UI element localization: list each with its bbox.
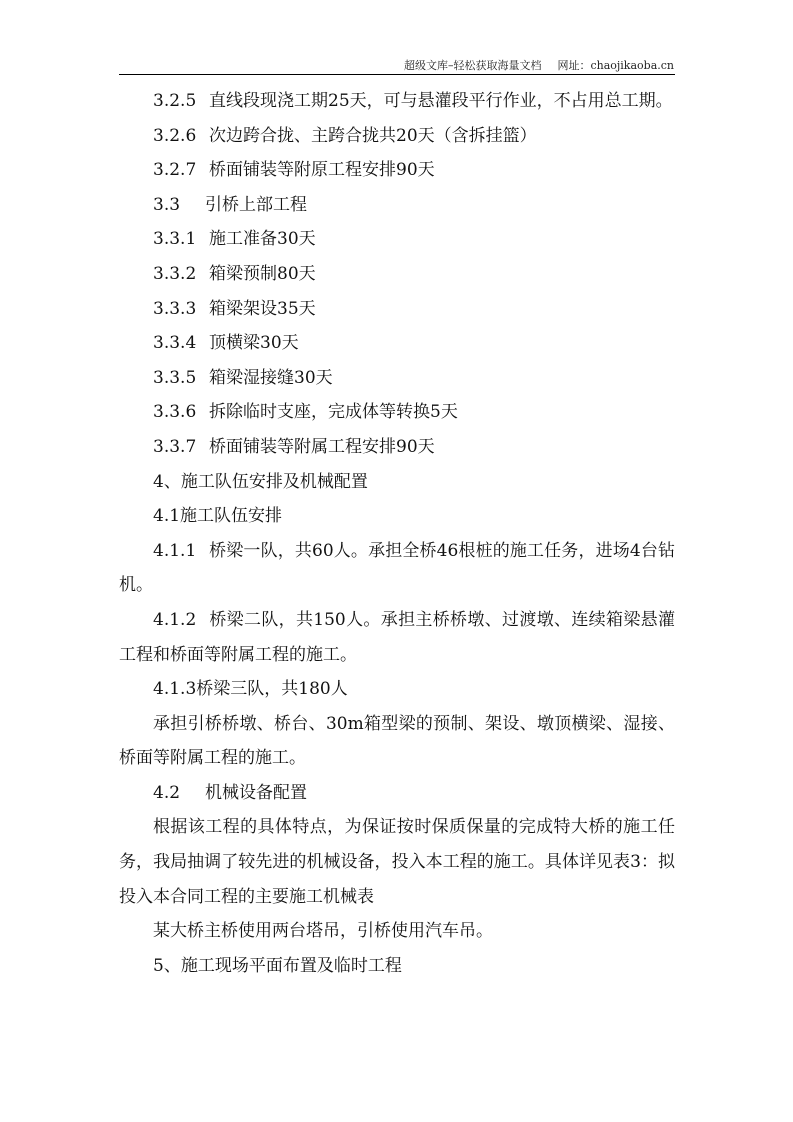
item-4-1-3: 4.1.3桥梁三队，共180人 [153, 679, 348, 700]
item-3-3-1: 3.3.1 施工准备30天 [153, 229, 316, 250]
header-url-text: 网址：chaojikaoba.cn [557, 59, 674, 72]
section-4-1-heading: 4.1施工队伍安排 [153, 506, 283, 527]
section-3-3-heading: 3.3 引桥上部工程 [153, 194, 307, 215]
item-3-3-7: 3.3.7 桥面铺装等附属工程安排90天 [153, 436, 435, 457]
section-5-heading: 5、施工现场平面布置及临时工程 [153, 955, 402, 976]
section-4-2-heading: 4.2 机械设备配置 [153, 782, 307, 803]
page-header [404, 57, 674, 73]
header-divider [119, 74, 675, 75]
paragraph-4-2-equipment: 根据该工程的具体特点，为保证按时保质保量的完成特大桥的施工任务，我局抽调了较先进的机械设备，投入本工程的施工。具体详见表3：拟投入本合同工程的主要施工机械表 [119, 817, 675, 907]
item-3-3-5: 3.3.5 箱梁湿接缝30天 [153, 367, 333, 388]
section-4-heading: 4、施工队伍安排及机械配置 [153, 471, 368, 492]
document-body [119, 84, 675, 983]
item-3-2-6: 3.2.6 次边跨合拢、主跨合拢共20天（含拆挂篮） [153, 125, 537, 146]
item-3-3-4: 3.3.4 顶横梁30天 [153, 333, 299, 354]
paragraph-4-1-3-detail: 承担引桥桥墩、桥台、30m箱型梁的预制、架设、墩顶横梁、湿接、桥面等附属工程的施工。 [119, 713, 675, 769]
item-3-3-3: 3.3.3 箱梁架设35天 [153, 298, 316, 319]
item-3-2-5: 3.2.5 直线段现浇工期25天，可与悬灌段平行作业，不占用总工期。 [153, 91, 673, 111]
paragraph-4-2-cranes: 某大桥主桥使用两台塔吊，引桥使用汽车吊。 [153, 921, 493, 942]
item-4-1-2: 4.1.2 桥梁二队，共150人。承担主桥桥墩、过渡墩、连续箱梁悬灌工程和桥面等附属工程的施工。 [119, 609, 675, 665]
header-site-text: 超级文库–轻松获取海量文档 [403, 59, 542, 72]
item-3-2-7: 3.2.7 桥面铺装等附原工程安排90天 [153, 160, 435, 181]
item-4-1-1: 4.1.1 桥梁一队，共60人。承担全桥46根桩的施工任务，进场4台钻机。 [119, 540, 675, 596]
item-3-3-2: 3.3.2 箱梁预制80天 [153, 263, 316, 284]
item-3-3-6: 3.3.6 拆除临时支座，完成体等转换5天 [153, 402, 458, 423]
